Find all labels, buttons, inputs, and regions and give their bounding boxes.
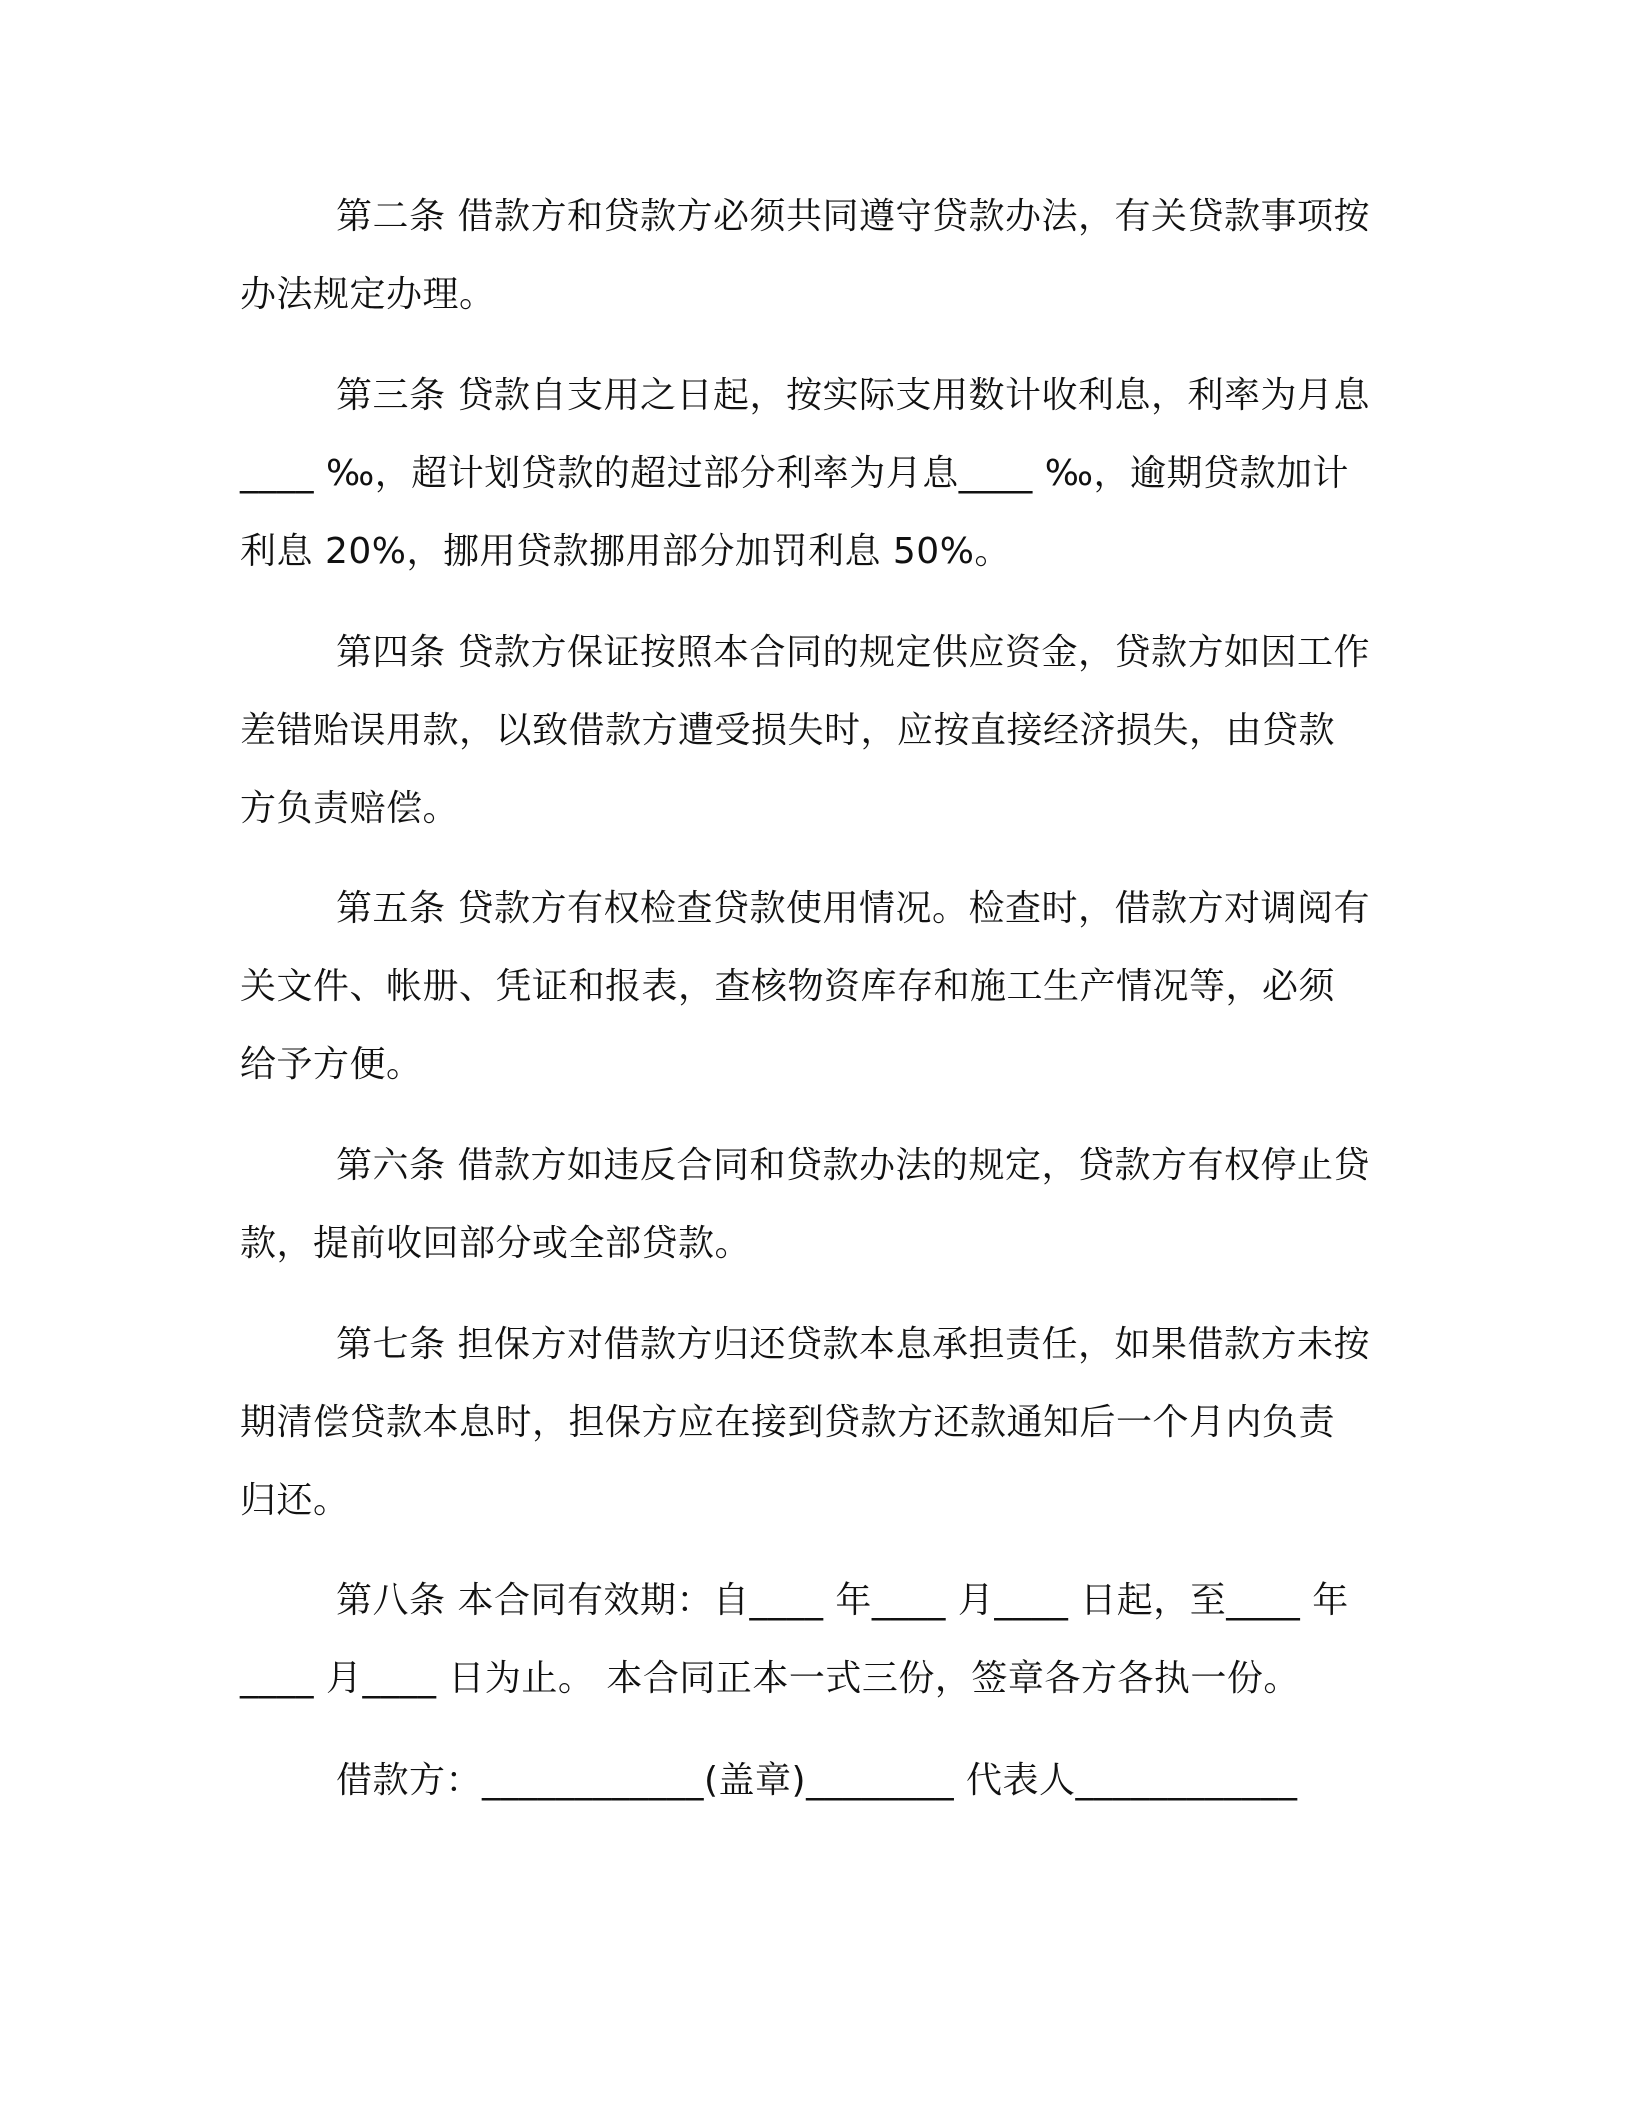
paragraph-line: 差错贻误用款，以致借款方遭受损失时，应按直接经济损失，由贷款: [240, 710, 1336, 751]
article-2-paragraph: [240, 178, 1380, 334]
paragraph-line: 第六条 借款方如违反合同和贷款办法的规定，贷款方有权停止贷: [336, 1145, 1370, 1186]
article-5-paragraph: [240, 870, 1380, 1104]
paragraph-line: 关文件、帐册、凭证和报表，查核物资库存和施工生产情况等，必须: [240, 966, 1336, 1007]
paragraph-line: 第二条 借款方和贷款方必须共同遵守贷款办法，有关贷款事项按: [336, 196, 1370, 237]
paragraph-line: ____ ‰，超计划贷款的超过部分利率为月息____ ‰，逾期贷款加计: [240, 453, 1349, 494]
paragraph-line: 给予方便。: [240, 1044, 423, 1085]
paragraph-line: 款，提前收回部分或全部贷款。: [240, 1223, 752, 1264]
paragraph-line: 期清偿贷款本息时，担保方应在接到贷款方还款通知后一个月内负责: [240, 1402, 1336, 1443]
borrower-signature-line: [240, 1742, 1380, 1820]
paragraph-line: 归还。: [240, 1480, 350, 1521]
article-8-paragraph: [240, 1562, 1380, 1718]
article-7-paragraph: [240, 1306, 1380, 1540]
paragraph-line: ____ 月____ 日为止。 本合同正本一式三份，签章各方各执一份。: [240, 1658, 1300, 1699]
paragraph-line: 第四条 贷款方保证按照本合同的规定供应资金，贷款方如因工作: [336, 632, 1370, 673]
paragraph-line: 第八条 本合同有效期：自____ 年____ 月____ 日起，至____ 年: [336, 1580, 1349, 1621]
article-4-paragraph: [240, 614, 1380, 848]
paragraph-line: 借款方：____________(盖章)________ 代表人____________: [336, 1760, 1298, 1801]
paragraph-line: 方负责赔偿。: [240, 788, 460, 829]
article-6-paragraph: [240, 1127, 1380, 1283]
paragraph-line: 办法规定办理。: [240, 274, 496, 315]
paragraph-line: 第三条 贷款自支用之日起，按实际支用数计收利息，利率为月息: [336, 375, 1370, 416]
paragraph-line: 利息 20%，挪用贷款挪用部分加罚利息 50%。: [240, 531, 1011, 572]
paragraph-line: 第七条 担保方对借款方归还贷款本息承担责任，如果借款方未按: [336, 1324, 1370, 1365]
paragraph-line: 第五条 贷款方有权检查贷款使用情况。检查时，借款方对调阅有: [336, 888, 1370, 929]
article-3-paragraph: [240, 357, 1380, 591]
